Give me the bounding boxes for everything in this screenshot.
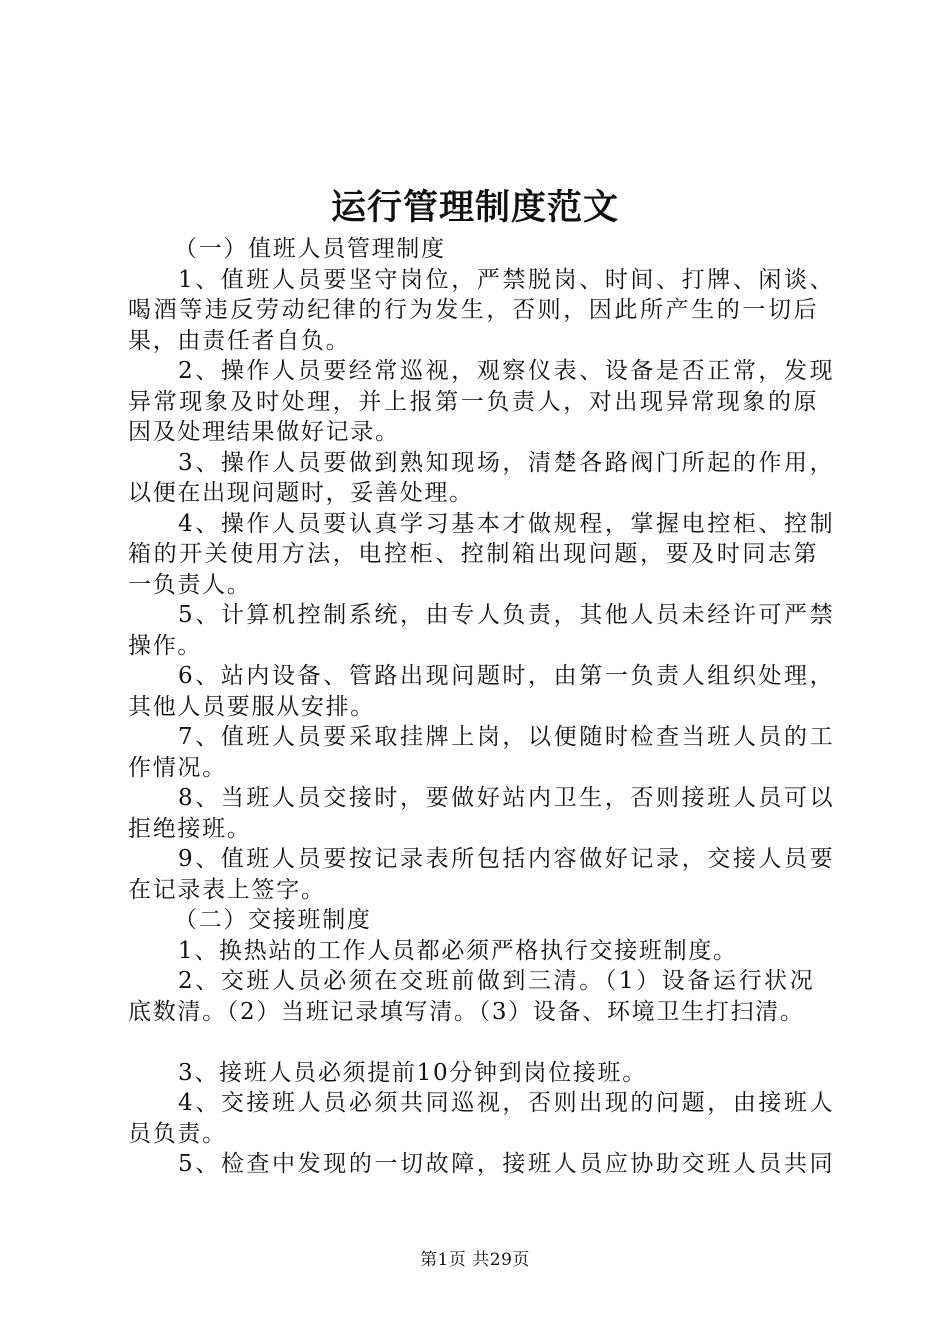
paragraph-line: 3、接班人员必须提前10分钟到岗位接班。 (178, 1059, 647, 1086)
paragraph-line: 6、站内设备、管路出现问题时，由第一负责人组织处理， (178, 663, 836, 689)
page-total: 共29页 (472, 1250, 530, 1270)
paragraph-line: 5、检查中发现的一切故障，接班人员应协助交班人员共同 (178, 1151, 836, 1177)
paragraph-line: 作情况。 (128, 754, 227, 781)
paragraph-line: 员负责。 (128, 1120, 227, 1147)
paragraph-line: 5、计算机控制系统，由专人负责，其他人员未经许可严禁 (178, 602, 836, 628)
section-heading: （一）值班人员管理制度 (174, 236, 446, 262)
paragraph-line: 7、值班人员要采取挂牌上岗，以便随时检查当班人员的工 (178, 724, 836, 750)
paragraph-line: 其他人员要服从安排。 (128, 693, 375, 720)
paragraph-line: 在记录表上签字。 (128, 876, 326, 903)
document-title: 运行管理制度范文 (330, 187, 619, 228)
paragraph-line: 2、交班人员必须在交班前做到三清。（1）设备运行状况 (178, 968, 816, 994)
document-body (128, 234, 840, 1180)
paragraph-line: 4、交接班人员必须共同巡视，否则出现的问题，由接班人 (178, 1090, 836, 1116)
blank-line (128, 1027, 840, 1058)
paragraph-line: 因及处理结果做好记录。 (128, 419, 400, 445)
paragraph-line: 4、操作人员要认真学习基本才做规程，掌握电控柜、控制 (178, 510, 836, 537)
page-number: 第1页 (420, 1250, 467, 1270)
paragraph-line: 操作。 (128, 632, 203, 659)
paragraph-line: 2、操作人员要经常巡视，观察仪表、设备是否正常，发现 (178, 358, 836, 384)
paragraph-line: 喝酒等违反劳动纪律的行为发生，否则，因此所产生的一切后 (128, 297, 820, 323)
paragraph-line: 1、值班人员要坚守岗位，严禁脱岗、时间、打牌、闲谈、 (178, 266, 836, 293)
paragraph-line: 以便在出现问题时，妥善处理。 (128, 480, 474, 506)
paragraph-line: 8、当班人员交接时，要做好站内卫生，否则接班人员可以 (178, 785, 836, 811)
paragraph-line: 箱的开关使用方法，电控柜、控制箱出现问题，要及时同志第 (128, 541, 820, 567)
paragraph-line: 拒绝接班。 (128, 815, 252, 842)
paragraph-line: 9、值班人员要按记录表所包括内容做好记录，交接人员要 (178, 846, 836, 872)
paragraph-line: 异常现象及时处理，并上报第一负责人，对出现异常现象的原 (128, 388, 820, 415)
paragraph-line: 1、换热站的工作人员都必须严格执行交接班制度。 (178, 937, 738, 964)
section-heading: （二）交接班制度 (174, 907, 372, 933)
paragraph-line: 3、操作人员要做到熟知现场，清楚各路阀门所起的作用， (178, 449, 836, 476)
page-footer (0, 1245, 950, 1270)
paragraph-line: 果，由责任者自负。 (128, 327, 351, 354)
paragraph-line: 一负责人。 (128, 571, 252, 598)
paragraph-line: 底数清。（2）当班记录填写清。（3）设备、环境卫生打扫清。 (128, 998, 805, 1025)
